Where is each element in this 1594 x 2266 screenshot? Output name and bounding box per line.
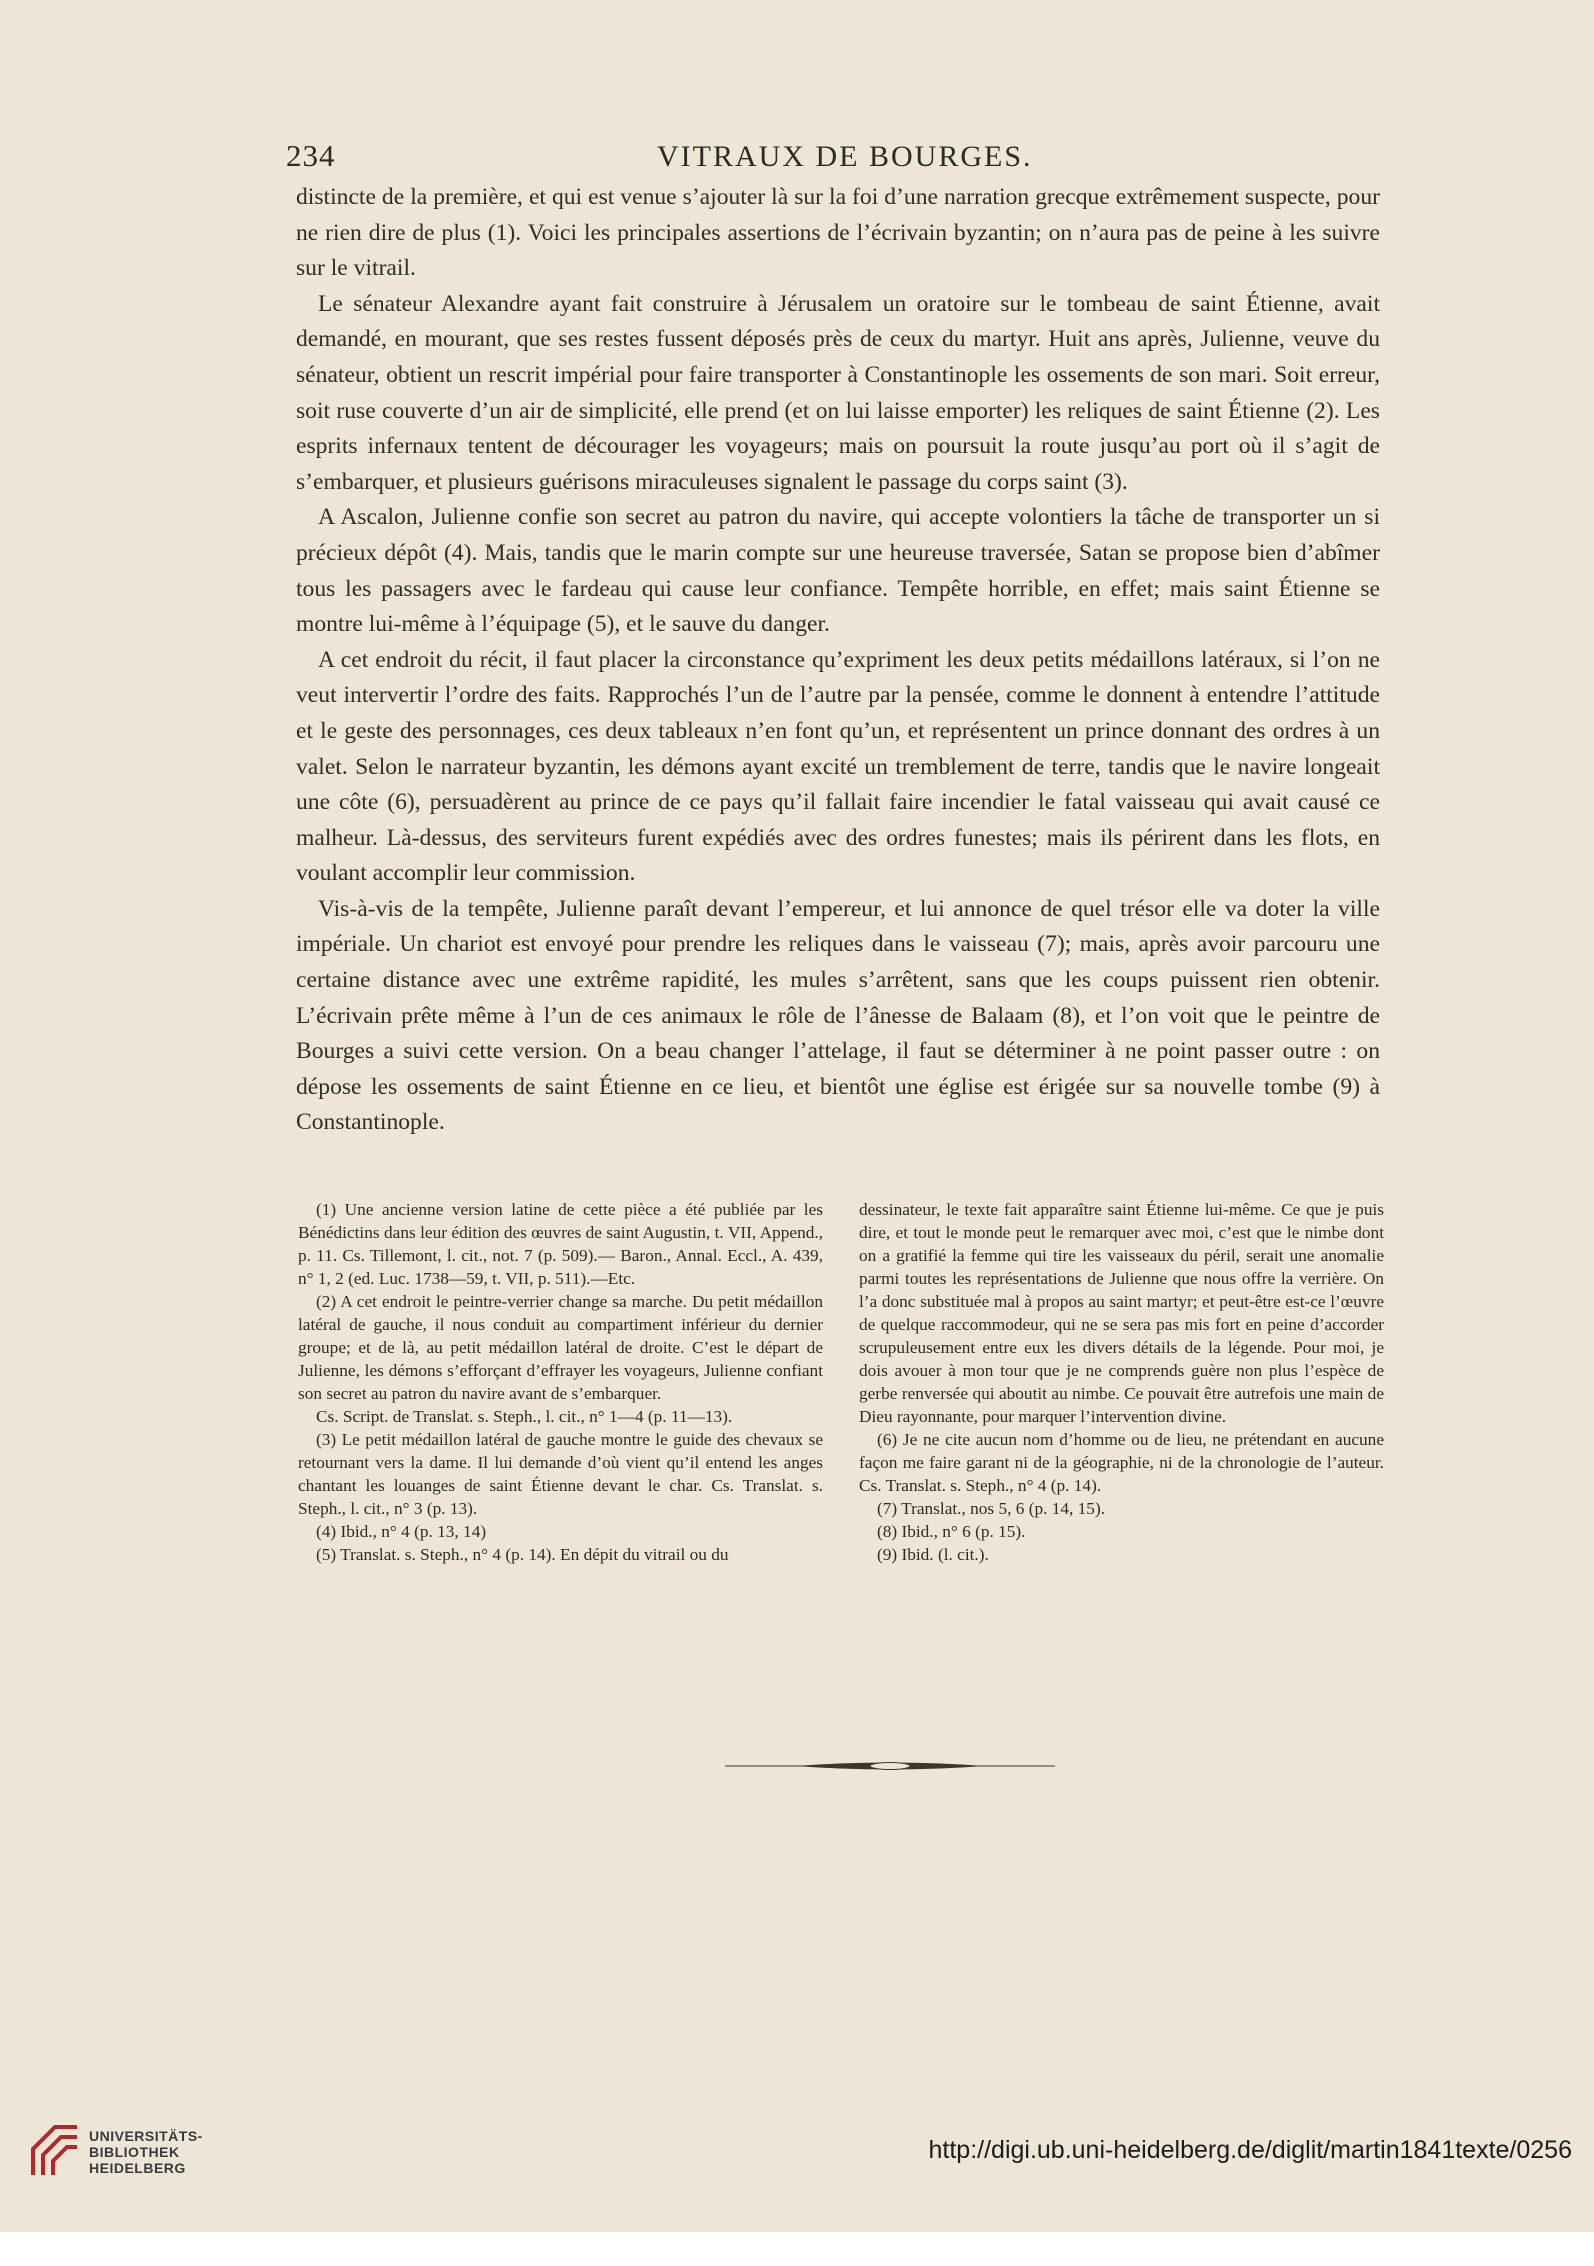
footnote: dessinateur, le texte fait apparaître saint Étienne lui-même. Ce que je puis dire, et tout le monde peut le remarquer avec moi, c’est que le nimbe dont on a gratifié la femme qui tire les vaisseaux du péril, serait une anomalie parmi toutes les représentations de Julienne que nous offre la verrière. On l’a donc substituée mal à propos au saint martyr; et peut-être est-ce l’œuvre de quelque raccommodeur, qui ne se sera pas mis fort en peine d’accorder scrupuleusement entre eux les divers détails de la légende. Pour moi, je dois avouer à mon tour que je ne comprends guère non plus l’espèce de gerbe renversée qui aboutit au nimbe. Ce pouvait être autrefois une main de Dieu rayonnante, pour marquer l’intervention divine.	[859, 1200, 1384, 1426]
footnotes-left-column	[298, 1198, 823, 1566]
institution-line: HEIDELBERG	[89, 2160, 186, 2176]
library-logo-icon	[25, 2119, 83, 2177]
footnote: (3) Le petit médaillon latéral de gauche montre le guide des chevaux se retournant vers la dame. Il lui demande d’où vient qu’il entend les anges chantant les louanges de saint Étienne devant le char. Cs. Translat. s. Steph., l. cit., n° 3 (p. 13).	[298, 1430, 823, 1518]
footnote: Cs. Script. de Translat. s. Steph., l. cit., n° 1—4 (p. 11—13).	[316, 1407, 733, 1426]
institution-line: UNIVERSITÄTS-	[89, 2128, 203, 2144]
main-text	[296, 180, 1380, 1141]
footnote: (5) Translat. s. Steph., n° 4 (p. 14). En dépit du vitrail ou du	[316, 1545, 729, 1564]
paragraph: Le sénateur Alexandre ayant fait construire à Jérusalem un oratoire sur le tombeau de saint Étienne, avait demandé, en mourant, que ses restes fussent déposés près de ceux du martyr. Huit ans après, Julienne, veuve du sénateur, obtient un rescrit impérial pour faire transporter à Constantinople les ossements de son mari. Soit erreur, soit ruse couverte d’un air de simplicité, elle prend (et on lui laisse emporter) les reliques de saint Étienne (2). Les esprits infernaux tentent de décourager les voyageurs; mais on poursuit la route jusqu’au port où il s’agit de s’embarquer, et plusieurs guérisons miraculeuses signalent le passage du corps saint (3).	[296, 290, 1380, 495]
footnote: (2) A cet endroit le peintre-verrier change sa marche. Du petit médaillon latéral de gauche, il nous conduit au compartiment inférieur du dernier groupe; et de là, au petit médaillon latéral de droite. C’est le départ de Julienne, les démons s’efforçant d’effrayer les voyageurs, Julienne confiant son secret au patron du navire avant de s’embarquer.	[298, 1292, 823, 1403]
paragraph: distincte de la première, et qui est venue s’ajouter là sur la foi d’une narration grecque extrêmement suspecte, pour ne rien dire de plus (1). Voici les principales assertions de l’écrivain byzantin; on n’aura pas de peine à les suivre sur le vitrail.	[296, 184, 1380, 282]
paragraph: A cet endroit du récit, il faut placer la circonstance qu’expriment les deux petits médaillons latéraux, si l’on ne veut intervertir l’ordre des faits. Rapprochés l’un de l’autre par la pensée, comme le donnent à entendre l’attitude et le geste des personnages, ces deux tableaux n’en font qu’un, et représentent un prince donnant des ordres à un valet. Selon le narrateur byzantin, les démons ayant excité un tremblement de terre, tandis que le navire longeait une côte (6), persuadèrent au prince de ce pays qu’il fallait faire incendier le fatal vaisseau qui avait causé ce malheur. Là-dessus, des serviteurs furent expédiés avec des ordres funestes; mais ils périrent dans les flots, en voulant accomplir leur commission.	[296, 646, 1380, 887]
footnote: (7) Translat., nos 5, 6 (p. 14, 15).	[877, 1499, 1106, 1518]
footnotes-right-column	[859, 1198, 1384, 1566]
footnote: (1) Une ancienne version latine de cette pièce a été publiée par les Bénédictins dans leur édition des œuvres de saint Augustin, t. VII, Append., p. 11. Cs. Tillemont, l. cit., not. 7 (p. 509).— Baron., Annal. Eccl., A. 439, n° 1, 2 (ed. Luc. 1738—59, t. VII, p. 511).—Etc.	[298, 1200, 823, 1288]
footnote: (8) Ibid., n° 6 (p. 15).	[877, 1522, 1026, 1541]
running-title: VITRAUX DE BOURGES.	[657, 140, 1033, 173]
paragraph: A Ascalon, Julienne confie son secret au patron du navire, qui accepte volontiers la tâche de transporter un si précieux dépôt (4). Mais, tandis que le marin compte sur une heureuse traversée, Satan se propose bien d’abîmer tous les passagers avec le fardeau qui cause leur confiance. Tempête horrible, en effet; mais saint Étienne se montre lui-même à l’équipage (5), et le sauve du danger.	[296, 504, 1380, 638]
footnote: (9) Ibid. (l. cit.).	[877, 1545, 989, 1564]
institution-line: BIBLIOTHEK	[89, 2144, 180, 2160]
paragraph: Vis-à-vis de la tempête, Julienne paraît devant l’empereur, et lui annonce de quel trésor elle va doter la ville impériale. Un chariot est envoyé pour prendre les reliques dans le vaisseau (7); mais, après avoir parcouru une certaine distance avec une extrême rapidité, les mules s’arrêtent, sans que les coups puissent rien obtenir. L’écrivain prête même à l’un de ces animaux le rôle de l’ânesse de Balaam (8), et l’on voit que le peintre de Bourges a suivi cette version. On a beau changer l’attelage, il faut se déterminer à ne point passer outre : on dépose les ossements de saint Étienne en ce lieu, et bientôt une église est érigée sur sa nouvelle tombe (9) à Constantinople.	[296, 895, 1380, 1136]
institution-name	[89, 2128, 203, 2176]
permalink-url[interactable]: http://digi.ub.uni-heidelberg.de/diglit/martin1841texte/0256	[928, 2136, 1572, 2164]
footer-bar	[0, 2232, 1594, 2266]
end-ornament	[725, 1760, 1055, 1772]
footnote: (6) Je ne cite aucun nom d’homme ou de lieu, ne prétendant en aucune façon me faire garant ni de la géographie, ni de la chronologie de l’auteur. Cs. Translat. s. Steph., n° 4 (p. 14).	[859, 1430, 1384, 1495]
footnote: (4) Ibid., n° 4 (p. 13, 14)	[316, 1522, 487, 1541]
page-number: 234	[286, 138, 336, 173]
